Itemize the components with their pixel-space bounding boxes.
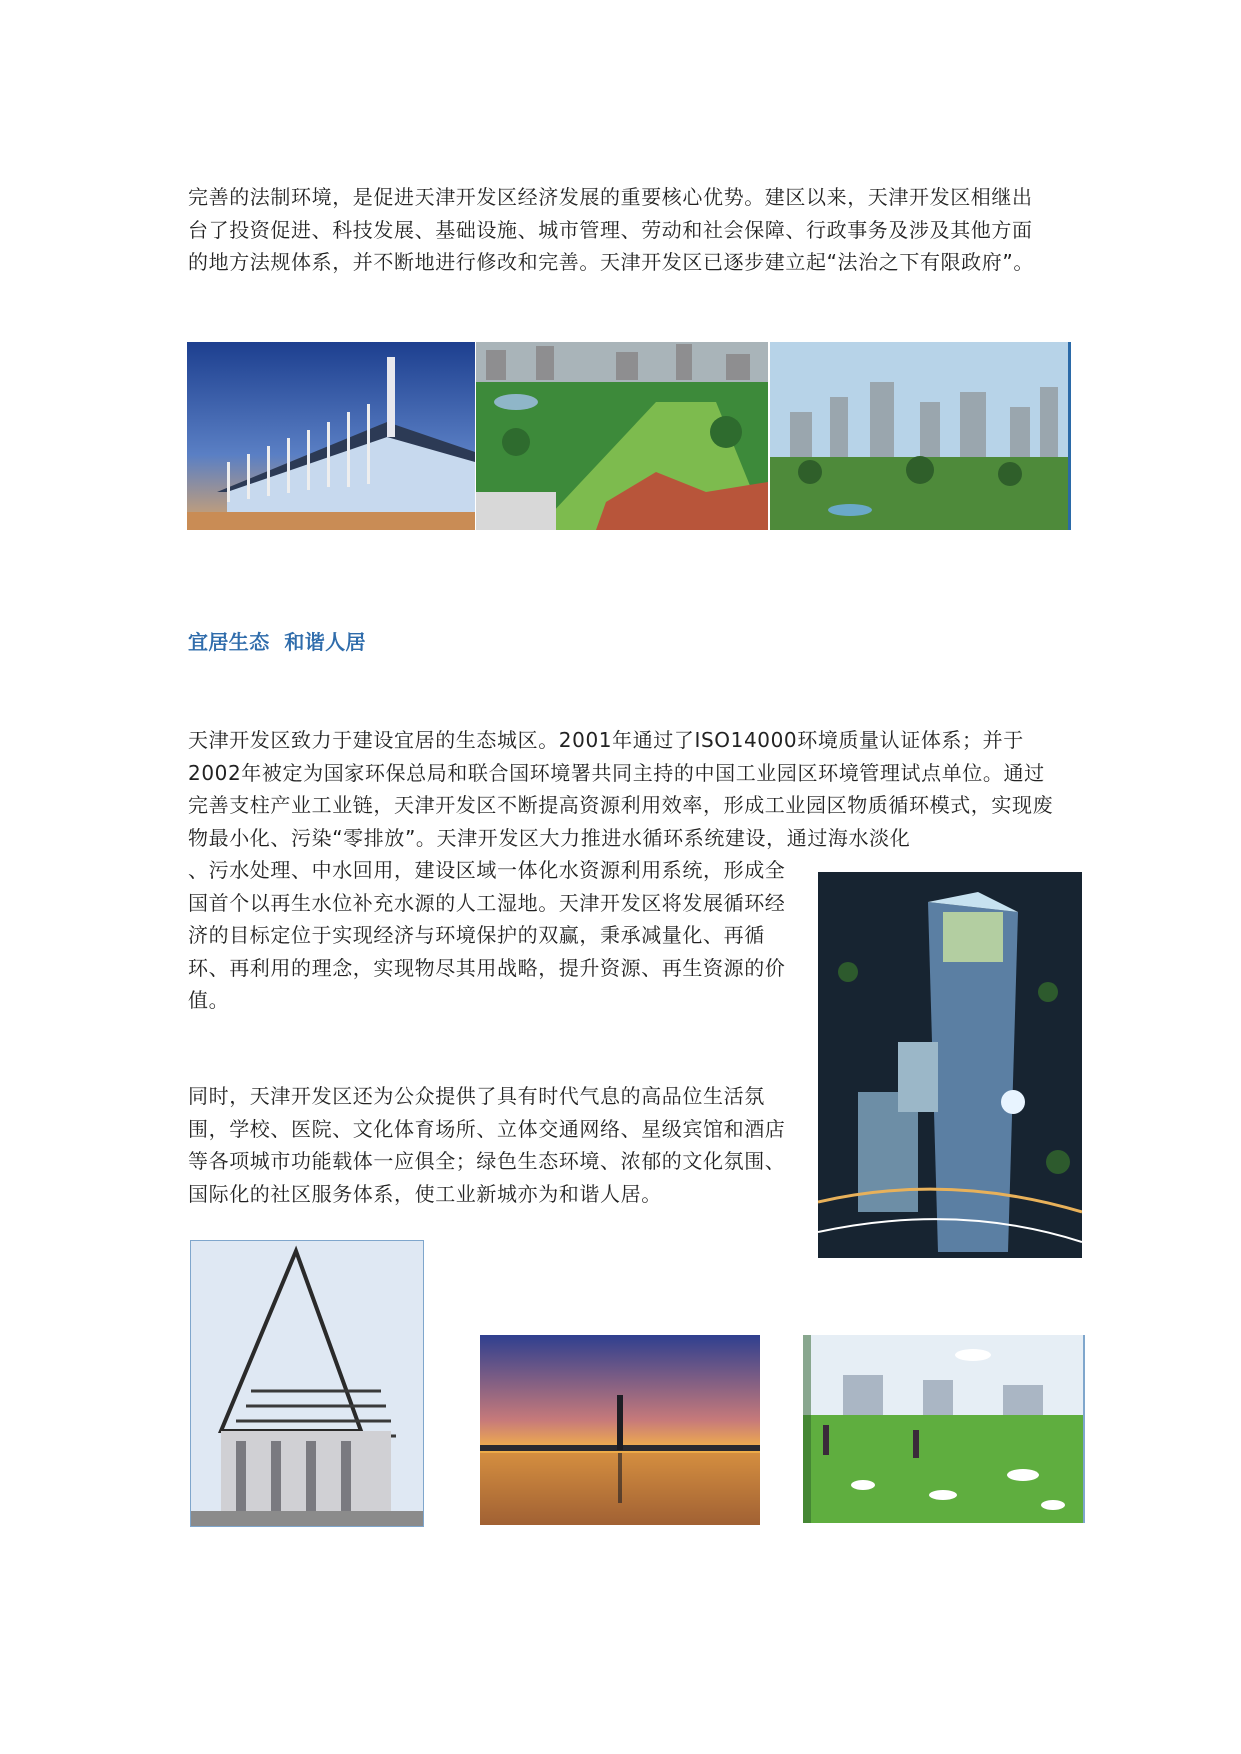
photo-city-skyline (770, 342, 1070, 530)
photo-skyscraper-night (818, 872, 1082, 1258)
photo-park-doves (803, 1335, 1085, 1523)
paragraph-ecology-narrow: 、污水处理、中水回用，建设区域一体化水资源利用系统，形成全国首个以再生水位补充水源的人工湿地。天津开发区将发展循环经济的目标定位于实现经济与环境保护的双赢，秉承减量化、再循环、再利用的理念，实现物尽其用战略，提升资源、再生资源的价值。 (188, 858, 786, 1012)
paragraph-legal-environment: 完善的法制环境，是促进天津开发区经济发展的重要核心优势。建区以来，天津开发区相继出台了投资促进、科技发展、基础设施、城市管理、劳动和社会保障、行政事务及涉及其他方面的地方法规体系，并不断地进行修改和完善。天津开发区已逐步建立起“法治之下有限政府”。 (188, 185, 1034, 274)
photo-sunset-waterfront (480, 1335, 760, 1525)
photo-pyramid-building (190, 1240, 424, 1527)
photo-stadium (187, 342, 475, 530)
photo-golf-course (476, 342, 768, 530)
section-heading: 宜居生态 和谐人居 (188, 630, 366, 654)
photo-strip-frame (1068, 342, 1071, 530)
paragraph-ecology-wide: 天津开发区致力于建设宜居的生态城区。2001年通过了ISO14000环境质量认证体系；并于2002年被定为国家环保总局和联合国环境署共同主持的中国工业园区环境管理试点单位。通过完善支柱产业工业链，天津开发区不断提高资源利用效率，形成工业园区物质循环模式，实现废物最小化、污染“零排放”。天津开发区大力推进水循环系统建设，通过海水淡化 (188, 728, 1054, 850)
paragraph-living: 同时，天津开发区还为公众提供了具有时代气息的高品位生活氛围，学校、医院、文化体育场所、立体交通网络、星级宾馆和酒店等各项城市功能载体一应俱全；绿色生态环境、浓郁的文化氛围、国际化的社区服务体系，使工业新城亦为和谐人居。 (188, 1084, 786, 1206)
